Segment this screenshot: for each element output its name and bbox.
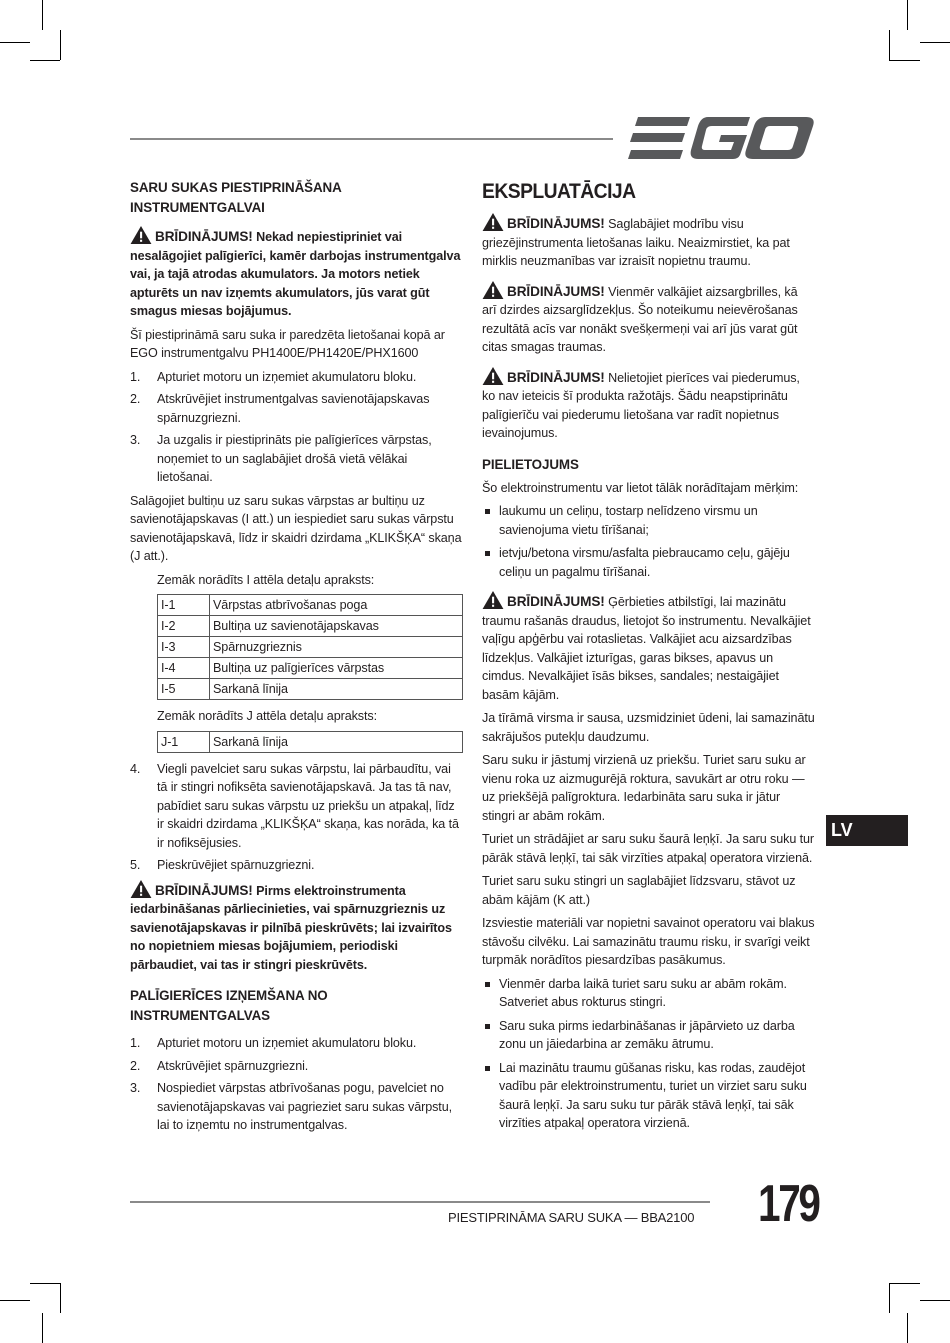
list-item — [130, 1057, 463, 1076]
list-item — [482, 502, 815, 539]
warning-label: BRĪDINĀJUMS! — [507, 369, 605, 385]
crop-mark — [907, 1313, 908, 1343]
warning-triangle-icon — [482, 591, 504, 609]
crop-mark — [42, 0, 43, 30]
warning-triangle-icon — [130, 226, 152, 244]
left-column — [130, 178, 463, 1140]
footer-rule — [130, 1201, 710, 1203]
page-title: EKSPLUATĀCIJA — [482, 180, 636, 203]
crop-mark — [30, 60, 60, 61]
warning-block — [482, 281, 815, 357]
body-paragraph: Saru suku ir jāstumj virzienā uz priekšu. Turiet saru suku ar vienu roka uz aizmugurējā roktura, savukārt ar otru roku — uz priekšējā palīgroktura. Iedarbināta saru suka ir jātur stingri ar abām rokām. — [482, 753, 806, 823]
section-heading: PIELIETOJUMS — [482, 456, 579, 472]
warning-text: Nelietojiet pierīces vai piederumus, ko nav ieteicis šī produkta ražotājs. Šādu neapstiprinātu palīgierīču vai piederumu lietošana var radīt nopietnus ievainojumus. — [482, 370, 800, 440]
parts-table-j — [157, 731, 463, 753]
table-cell: Spārnuzgrieznis — [210, 637, 463, 658]
warning-triangle-icon — [482, 367, 504, 385]
numbered-steps — [130, 368, 463, 487]
crop-mark — [42, 1313, 43, 1343]
table-row — [158, 731, 463, 752]
warning-label: BRĪDINĀJUMS! — [155, 229, 253, 244]
list-item — [130, 390, 463, 427]
footer-text: PIESTIPRINĀMA SARU SUKA — BBA2100 — [448, 1210, 695, 1225]
table-cell: Sarkanā līnija — [210, 679, 463, 700]
bullet-icon — [485, 982, 490, 987]
crop-mark — [907, 0, 908, 30]
crop-mark — [0, 1300, 30, 1301]
warning-block — [130, 880, 463, 975]
list-item-text: Lai mazinātu traumu gūšanas risku, kas rodas, zaudējot vadību pār elektroinstrumentu, turiet un virziet saru suku šaurā leņķī. Ja saru suku tur pārāk stāvā leņķī, tai sāk virzīties atpakaļ operatora virzienā. — [499, 1060, 807, 1130]
step-number: 1. — [130, 1036, 141, 1050]
warning-label: BRĪDINĀJUMS! — [507, 216, 605, 231]
list-item — [482, 975, 815, 1012]
list-item — [130, 431, 463, 487]
list-item — [130, 1034, 463, 1053]
crop-mark — [889, 1283, 890, 1313]
list-item — [130, 1079, 463, 1135]
warning-text: Saglabājiet modrību visu griezējinstrumenta lietošanas laiku. Neaizmirstiet, ka pat mirklis neuzmanības var izraisīt nopietnu traumu. — [482, 217, 790, 268]
step-text: Atskrūvējiet instrumentgalvas savienotājapskavas spārnuzgriezni. — [157, 392, 430, 425]
bullet-icon — [485, 1066, 490, 1071]
table-row — [158, 637, 463, 658]
table-caption: Zemāk norādīts J attēla detaļu apraksts: — [157, 709, 378, 723]
table-cell: Bultiņa uz savienotājapskavas — [210, 616, 463, 637]
warning-label: BRĪDINĀJUMS! — [507, 283, 605, 299]
list-item — [130, 760, 463, 853]
crop-mark — [0, 42, 30, 43]
step-number: 1. — [130, 369, 141, 384]
table-cell: J-1 — [158, 731, 210, 752]
warning-triangle-icon — [482, 281, 504, 299]
warning-text: Nekad nepiestipriniet vai nesalāgojiet palīgierīci, kamēr darbojas instrumentgalva vai, ja tajā atrodas akumulators. Ja motors netiek apturēts un nav izņemts akumulators, jūs varat gūt smagus miesas bojājumus. — [130, 230, 461, 318]
warning-triangle-icon — [482, 213, 504, 231]
table-row — [158, 679, 463, 700]
table-cell: I-2 — [158, 616, 210, 637]
table-cell: I-3 — [158, 637, 210, 658]
crop-mark — [889, 60, 920, 61]
table-cell: Bultiņa uz palīgierīces vārpstas — [210, 658, 463, 679]
table-row — [158, 616, 463, 637]
step-number: 4. — [130, 761, 141, 776]
step-text: Atskrūvējiet spārnuzgriezni. — [157, 1058, 309, 1073]
warning-text: Ģērbieties atbilstīgi, lai mazinātu traumu rašanās draudus, lietojot šo instrumentu. Nevalkājiet vaļīgu apģērbu vai rotaslietas. Valkājiet acu aizsardzības līdzekļus. Valkājiet izturīgas, garas bikses, apavus un cimdus. Nevalkājiet īsās bikses, sandales; nestaigājiet basām kājām. — [482, 595, 811, 702]
table-cell: I-5 — [158, 679, 210, 700]
table-cell: Sarkanā līnija — [210, 731, 463, 752]
crop-mark — [60, 30, 61, 60]
body-paragraph: Izsviestie materiāli var nopietni savainot operatoru vai blakus stāvošu cilvēku. Lai samazinātu traumu risku, ir svarīgi veikt turpmāk norādītos piesardzības pasākumus. — [482, 916, 815, 967]
list-item-text: ietvju/betona virsmu/asfalta piebraucamo ceļu, gājēju celiņu un pagalmu tīrīšanai. — [499, 546, 790, 579]
uses-list — [482, 502, 815, 581]
header-rule — [130, 138, 613, 140]
warning-text: Vienmēr valkājiet aizsargbrilles, kā arī dzirdes aizsarglīdzekļus. Šo noteikumu neievērošanas rezultātā acīs var nonākt svešķermeņi vai arī jūs varat gūt citas smagas traumas. — [482, 284, 798, 354]
warning-block — [482, 213, 815, 271]
bullet-icon — [485, 551, 490, 556]
step-text: Viegli pavelciet saru sukas vārpstu, lai pārbaudītu, vai tā ir stingri nofiksēta savienotājapskavā. Ja tas tā nav, pabīdiet saru sukas vārpstu uz priekšu un atpakaļ, līdz ir skaidri dzirdama „KLIKŠĶA“ skaņa, kas norāda, ka tā ir nofiksējusies. — [157, 761, 459, 850]
step-text: Apturiet motoru un izņemiet akumulatoru bloku. — [157, 369, 417, 384]
step-number: 3. — [130, 433, 141, 447]
warning-block — [130, 226, 463, 321]
list-item — [130, 856, 463, 875]
crop-mark — [30, 1283, 60, 1284]
list-item — [130, 368, 463, 387]
table-row — [158, 595, 463, 616]
language-tab: LV — [826, 815, 908, 846]
step-number: 3. — [130, 1081, 141, 1095]
crop-mark — [920, 42, 950, 43]
list-item-text: Saru suka pirms iedarbināšanas ir jāpārvieto uz darba zonu un jāiedarbina ar zemāku ātrumu. — [499, 1018, 795, 1051]
bullet-icon — [485, 1024, 490, 1029]
parts-table-i — [157, 594, 463, 700]
table-cell: I-1 — [158, 595, 210, 616]
list-item-text: laukumu un celiņu, tostarp nelīdzeno virsmu un savienojuma vietu tīrīšanai; — [499, 504, 758, 537]
ego-logo — [628, 116, 814, 160]
page-number: 179 — [758, 1175, 819, 1233]
bullet-icon — [485, 509, 490, 514]
align-paragraph: Salāgojiet bultiņu uz saru sukas vārpstas ar bultiņu uz savienotājapskavas (I att.) un iespiediet saru sukas vārpstu savienotājapskavā, līdz ir skaidri dzirdama „KLIKŠĶA“ skaņa (J att.). — [130, 493, 462, 563]
body-paragraph: Turiet saru suku stingri un saglabājiet līdzsvaru, stāvot uz abām kājām (K att.) — [482, 874, 796, 907]
list-item-text: Vienmēr darba laikā turiet saru suku ar abām rokām. Satveriet abus rokturus stingri. — [499, 976, 787, 1009]
table-caption: Zemāk norādīts I attēla detaļu apraksts: — [157, 572, 375, 587]
section-heading: SARU SUKAS PIESTIPRINĀŠANA INSTRUMENTGALVAI — [130, 180, 342, 215]
safety-list — [482, 975, 815, 1133]
intro-paragraph: Šī piestiprināmā saru suka ir paredzēta lietošanai kopā ar EGO instrumentgalvu PH1400E/PH1420E/PHX1600 — [130, 327, 445, 360]
uses-intro: Šo elektroinstrumentu var lietot tālāk norādītajam mērķim: — [482, 480, 799, 495]
warning-text: Pirms elektroinstrumenta iedarbināšanas pārliecinieties, vai spārnuzgrieznis uz savienotājapskavas ir pilnībā pieskrūvēts; lai izvairītos no nopietniem miesas bojājumiem, periodiski pārbaudiet, vai tas ir stingri pieskrūvēts. — [130, 883, 452, 972]
list-item — [482, 1017, 815, 1054]
crop-mark — [60, 1283, 61, 1313]
crop-mark — [889, 30, 890, 60]
right-column — [482, 178, 815, 1139]
crop-mark — [889, 1283, 920, 1284]
step-number: 2. — [130, 1058, 141, 1073]
step-text: Apturiet motoru un izņemiet akumulatoru bloku. — [157, 1036, 417, 1050]
step-text: Nospiediet vārpstas atbrīvošanas pogu, pavelciet no savienotājapskavas vai pagrieziet saru sukas vārpstu, lai to izņemtu no instrumentgalvas. — [157, 1081, 453, 1132]
warning-label: BRĪDINĀJUMS! — [507, 594, 605, 609]
step-text: Pieskrūvējiet spārnuzgriezni. — [157, 858, 315, 872]
crop-mark — [920, 1300, 950, 1301]
body-paragraph: Turiet un strādājiet ar saru suku šaurā leņķī. Ja saru suku tur pārāk stāvā leņķī, tai sāk virzīties atpakaļ operatora virzienā. — [482, 832, 815, 865]
step-number: 2. — [130, 392, 141, 406]
numbered-steps — [130, 1034, 463, 1135]
body-paragraph: Ja tīrāmā virsma ir sausa, uzsmidziniet ūdeni, lai samazinātu sakrājušos putekļu daudzumu. — [482, 711, 815, 744]
numbered-steps — [130, 760, 463, 875]
warning-triangle-icon — [130, 880, 152, 898]
warning-block — [482, 591, 815, 704]
table-row — [158, 658, 463, 679]
section-heading: PALĪGIERĪCES IZŅEMŠANA NO INSTRUMENTGALVAS — [130, 988, 328, 1023]
list-item — [482, 544, 815, 581]
step-number: 5. — [130, 858, 141, 872]
warning-block — [482, 367, 815, 443]
step-text: Ja uzgalis ir piestiprināts pie palīgierīces vārpstas, noņemiet to un saglabājiet drošā vietā vēlākai lietošanai. — [157, 433, 432, 484]
table-cell: I-4 — [158, 658, 210, 679]
table-cell: Vārpstas atbrīvošanas poga — [210, 595, 463, 616]
list-item — [482, 1059, 815, 1133]
warning-label: BRĪDINĀJUMS! — [155, 882, 253, 898]
